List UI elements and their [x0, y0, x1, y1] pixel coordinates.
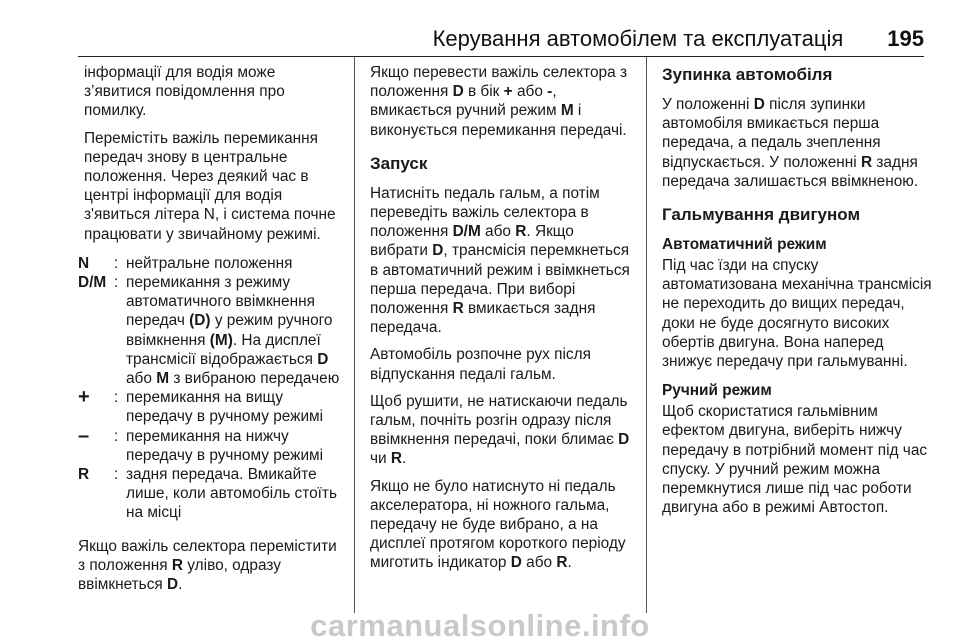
def-row-minus: – : перемикання на нижчу передачу в ручному режимі	[78, 427, 340, 465]
paragraph-start: Натисніть педаль гальм, а потім переведіть важіль селектора в положення D/M або R. Якщо вибрати D, трансмісія перемкнеться в автоматичний режим і ввімкнеться перша передача. При виборі положення R вмикається задня передача.	[370, 184, 630, 337]
heading-auto-mode: Автоматичний режим	[662, 236, 827, 254]
heading-manual-mode: Ручний режим	[662, 382, 772, 400]
plus-icon: +	[78, 386, 90, 409]
def-value: задня передача. Вмикайте лише, коли автомобіль стоїть на місці	[126, 466, 337, 522]
heading-engine-braking: Гальмування двигуном	[662, 205, 861, 225]
def-row-plus: + : перемикання на вищу передачу в ручному режимі	[78, 388, 340, 426]
paragraph-manual-mode: Якщо перевести важіль селектора з положення D в бік + або -, вмикається ручний режим M і виконується перемикання передачі.	[370, 64, 627, 139]
def-row-r: R : задня передача. Вмикайте лише, коли автомобіль стоїть на місці	[78, 465, 340, 523]
page-header	[78, 26, 924, 56]
def-key: R	[78, 466, 90, 484]
def-value: перемикання з режиму автоматичного ввімкнення передач (D) у режим ручного ввімкнення (M). На дисплеї трансмісії відображається D або M з вибраною передачею	[126, 274, 340, 388]
minus-icon: –	[78, 424, 90, 447]
def-row-dm: D/M : перемикання з режиму автоматичного ввімкнення передач (D) у режим ручного ввімкнення (M). На дисплеї трансмісії відображається D або M з вибраною передачею	[78, 274, 340, 388]
paragraph-move-lever: Перемістіть важіль перемикання передач знову в центральне положення. Через деякий час в центрі інформації для водія з'явиться літера N, і система почне працювати у звичайному режимі.	[84, 129, 336, 243]
paragraph-manual-braking: Щоб скористатися гальмівним ефектом двигуна, виберіть нижчу передачу в потрібний момент під час спуску. У ручний режим можна перемкнутися лише під час роботи двигуна або в режимі Автостоп.	[662, 403, 928, 517]
def-key: N	[78, 254, 90, 272]
column-1	[78, 63, 340, 602]
paragraph-auto-mode: Під час їзди на спуску автоматизована механічна трансмісія не переходить до вищих передач, доки не буде досягнуто високих обертів двигуна. Вона наперед знижує передачу при гальмуванні.	[662, 257, 932, 371]
paragraph-no-pedal: Якщо не було натиснуто ні педаль акселератора, ні ножного гальма, передачу не буде вибрано, а на дисплеї протягом короткого періоду миготить індикатор D або R.	[370, 477, 626, 572]
watermark: carmanualsonline.info	[310, 608, 650, 643]
paragraph-pull-away: Щоб рушити, не натискаючи педаль гальм, почніть розгін одразу після ввімкнення передачі, поки блимає D чи R.	[370, 392, 630, 468]
paragraph-error-message: інформації для водія може з’явитися повідомлення про помилку.	[84, 64, 285, 120]
def-key: D/M	[78, 274, 107, 292]
page-title: Керування автомобілем та експлуатація	[432, 26, 844, 51]
page-number: 195	[887, 26, 924, 51]
heading-start: Запуск	[370, 153, 428, 173]
column-2	[370, 63, 632, 581]
heading-stop: Зупинка автомобіля	[662, 65, 833, 84]
column-divider-1	[354, 57, 355, 613]
header-rule	[78, 56, 924, 57]
lever-positions-list	[78, 254, 340, 523]
paragraph-r-left: Якщо важіль селектора перемістити з положення R уліво, одразу ввімкнеться D.	[78, 537, 337, 594]
def-value: нейтральне положення	[126, 254, 293, 272]
column-3	[662, 63, 932, 525]
def-value: перемикання на нижчу передачу в ручному режимі	[126, 427, 324, 464]
def-value: перемикання на вищу передачу в ручному режимі	[126, 389, 324, 426]
def-row-n: N : нейтральне положення	[78, 254, 340, 273]
paragraph-release-brake: Автомобіль розпочне рух після відпускання педалі гальм.	[370, 346, 591, 383]
column-divider-2	[646, 57, 647, 613]
paragraph-stop: У положенні D після зупинки автомобіля вмикається перша передача, а педаль зчеплення відпускається. У положенні R задня передача залишається ввімкненою.	[662, 96, 919, 190]
